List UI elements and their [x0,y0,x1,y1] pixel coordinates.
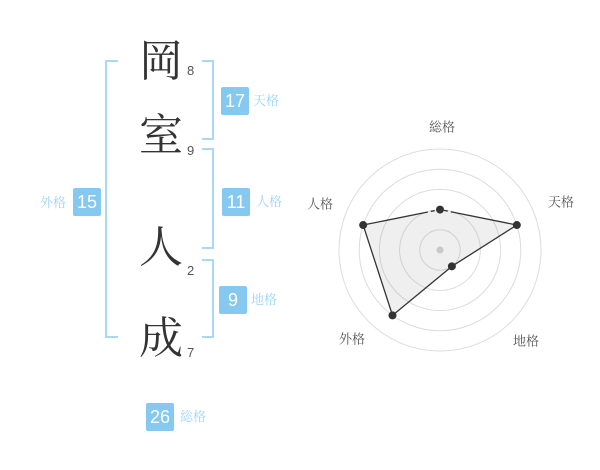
jinkaku-bracket-tick-top [202,148,214,150]
radar-axis-label: 人格 [306,196,334,212]
radar-data-point [359,221,367,229]
radar-data-point [513,221,521,229]
radar-axis-label: 地格 [512,333,540,349]
tenkaku-bracket-tick-bottom [202,138,214,140]
jinkaku-bracket-tick-bottom [202,247,214,249]
radar-center-dot [437,247,444,254]
radar-data-point [448,262,456,270]
chikaku-bracket-tick-top [202,259,214,261]
surname-char-2: 室 [139,111,183,160]
gaikaku-bracket-tick-top [105,60,118,62]
stroke-count-4: 7 [187,345,195,360]
tenkaku-value-badge: 17 [221,87,249,115]
radar-axis-label: 外格 [338,331,366,347]
radar-axis-label: 総格 [428,119,456,135]
gaikaku-value-badge: 15 [73,188,101,216]
jinkaku-bracket-line [212,148,214,249]
chikaku-label: 地格 [251,292,278,307]
chikaku-bracket-tick-bottom [202,336,214,338]
tenkaku-label: 天格 [253,93,280,108]
radar-axis-label: 天格 [547,194,575,210]
radar-series-fill [363,210,517,316]
stroke-count-2: 9 [187,143,195,158]
tenkaku-bracket-tick-top [202,60,214,62]
jinkaku-label: 人格 [256,194,283,209]
gaikaku-label: 外格 [39,195,66,210]
chikaku-value-badge: 9 [219,286,247,314]
radar-data-point [389,311,397,319]
radar-chart [300,110,600,365]
radar-data-point [436,206,444,214]
soukaku-label: 総格 [180,409,207,424]
gaikaku-bracket-line [105,60,107,338]
jinkaku-value-badge: 11 [222,188,250,216]
stroke-count-1: 8 [187,63,195,78]
given-char-1: 人 [139,223,183,272]
chikaku-bracket-line [212,259,214,338]
soukaku-value-badge: 26 [146,403,174,431]
gaikaku-bracket-tick-bottom [105,336,118,338]
surname-char-1: 岡 [139,37,183,86]
stroke-count-3: 2 [187,263,195,278]
tenkaku-bracket-line [212,60,214,140]
given-char-2: 成 [139,314,183,363]
